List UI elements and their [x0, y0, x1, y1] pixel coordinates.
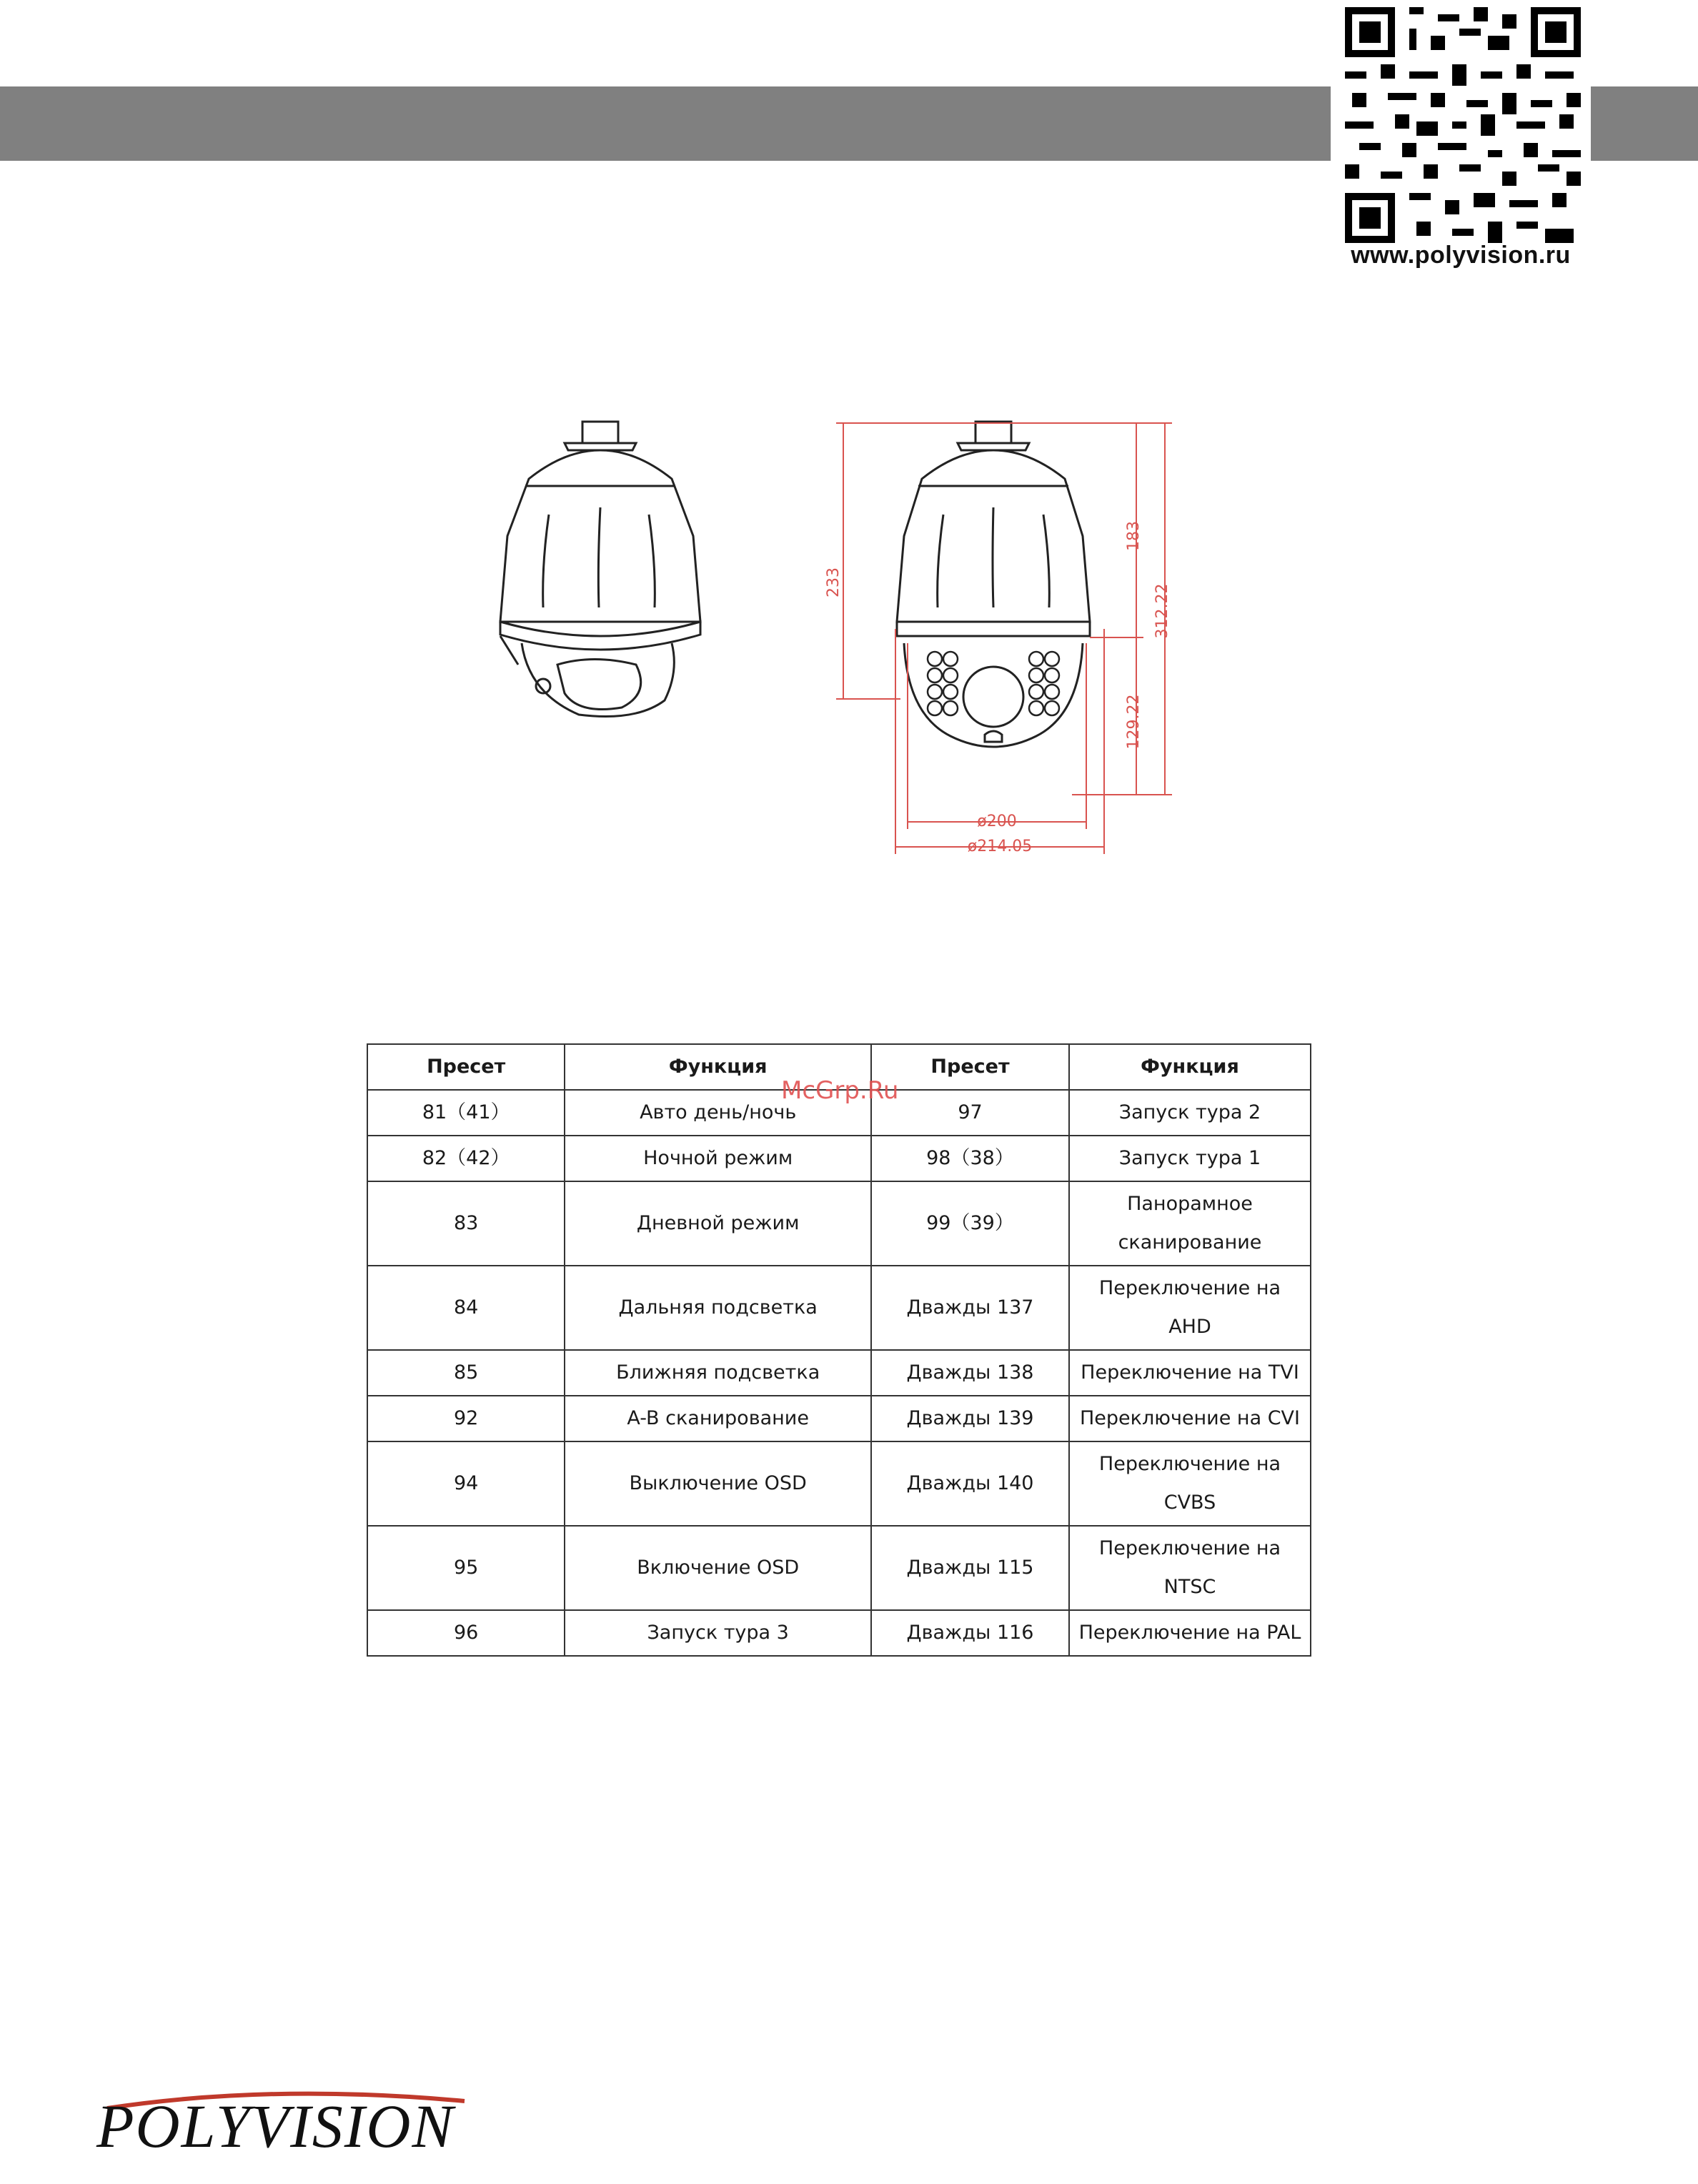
table-row	[367, 1396, 1311, 1441]
dim-183: 183	[1125, 521, 1143, 551]
qr-code-icon	[1345, 7, 1581, 243]
table-cell: Авто день/ночь	[565, 1090, 871, 1136]
col-header-function-2: Функция	[1069, 1044, 1311, 1090]
table-cell: Дважды 140	[871, 1441, 1069, 1526]
table-cell: 98（38）	[871, 1136, 1069, 1181]
website-url: www.polyvision.ru	[1351, 242, 1571, 269]
table-cell: 92	[367, 1396, 565, 1441]
table-cell: Дневной режим	[565, 1181, 871, 1266]
table-cell: 81（41）	[367, 1090, 565, 1136]
table-cell: Дважды 138	[871, 1350, 1069, 1396]
table-cell: Панорамное сканирование	[1069, 1181, 1311, 1266]
table-cell: 84	[367, 1266, 565, 1350]
table-cell: Дважды 115	[871, 1526, 1069, 1610]
table-cell: Дважды 116	[871, 1610, 1069, 1656]
qr-block	[1331, 0, 1591, 286]
table-cell: 83	[367, 1181, 565, 1266]
col-header-function-1: Функция	[565, 1044, 871, 1090]
table-cell: Переключение на PAL	[1069, 1610, 1311, 1656]
table-cell: Ближняя подсветка	[565, 1350, 871, 1396]
dim-d214: ø214.05	[967, 838, 1033, 855]
table-cell: Запуск тура 1	[1069, 1136, 1311, 1181]
table-row	[367, 1136, 1311, 1181]
table-cell: Запуск тура 3	[565, 1610, 871, 1656]
table-row	[367, 1181, 1311, 1266]
watermark: McGrp.Ru	[781, 1076, 899, 1105]
table-row	[367, 1441, 1311, 1526]
table-row	[367, 1350, 1311, 1396]
table-row	[367, 1610, 1311, 1656]
table-cell: Ночной режим	[565, 1136, 871, 1181]
table-cell: Переключение на TVI	[1069, 1350, 1311, 1396]
table-cell: 97	[871, 1090, 1069, 1136]
table-cell: Дважды 137	[871, 1266, 1069, 1350]
preset-table	[367, 1043, 1311, 1657]
table-cell: 95	[367, 1526, 565, 1610]
table-cell: 99（39）	[871, 1181, 1069, 1266]
table-cell: Дальняя подсветка	[565, 1266, 871, 1350]
table-cell: 82（42）	[367, 1136, 565, 1181]
dim-312: 312.22	[1153, 583, 1171, 639]
camera-front-view	[897, 422, 1090, 747]
table-cell: Переключение на CVI	[1069, 1396, 1311, 1441]
camera-dimension-drawing	[457, 407, 1215, 865]
table-cell: Переключение на CVBS	[1069, 1441, 1311, 1526]
table-cell: A-B сканирование	[565, 1396, 871, 1441]
camera-perspective-view	[500, 422, 700, 717]
table-cell: Переключение на AHD	[1069, 1266, 1311, 1350]
table-cell: 96	[367, 1610, 565, 1656]
table-cell: Запуск тура 2	[1069, 1090, 1311, 1136]
table-cell: 85	[367, 1350, 565, 1396]
dim-129: 129.22	[1125, 694, 1143, 750]
col-header-preset-2: Пресет	[871, 1044, 1069, 1090]
table-cell: Выключение OSD	[565, 1441, 871, 1526]
col-header-preset-1: Пресет	[367, 1044, 565, 1090]
table-cell: Включение OSD	[565, 1526, 871, 1610]
dimension-lines	[836, 423, 1172, 854]
table-row	[367, 1266, 1311, 1350]
table-row	[367, 1526, 1311, 1610]
table-cell: 94	[367, 1441, 565, 1526]
polyvision-logo: POLYVISION	[96, 2092, 455, 2160]
dim-233: 233	[825, 567, 843, 597]
dim-d200: ø200	[977, 813, 1017, 830]
table-cell: Дважды 139	[871, 1396, 1069, 1441]
table-cell: Переключение на NTSC	[1069, 1526, 1311, 1610]
